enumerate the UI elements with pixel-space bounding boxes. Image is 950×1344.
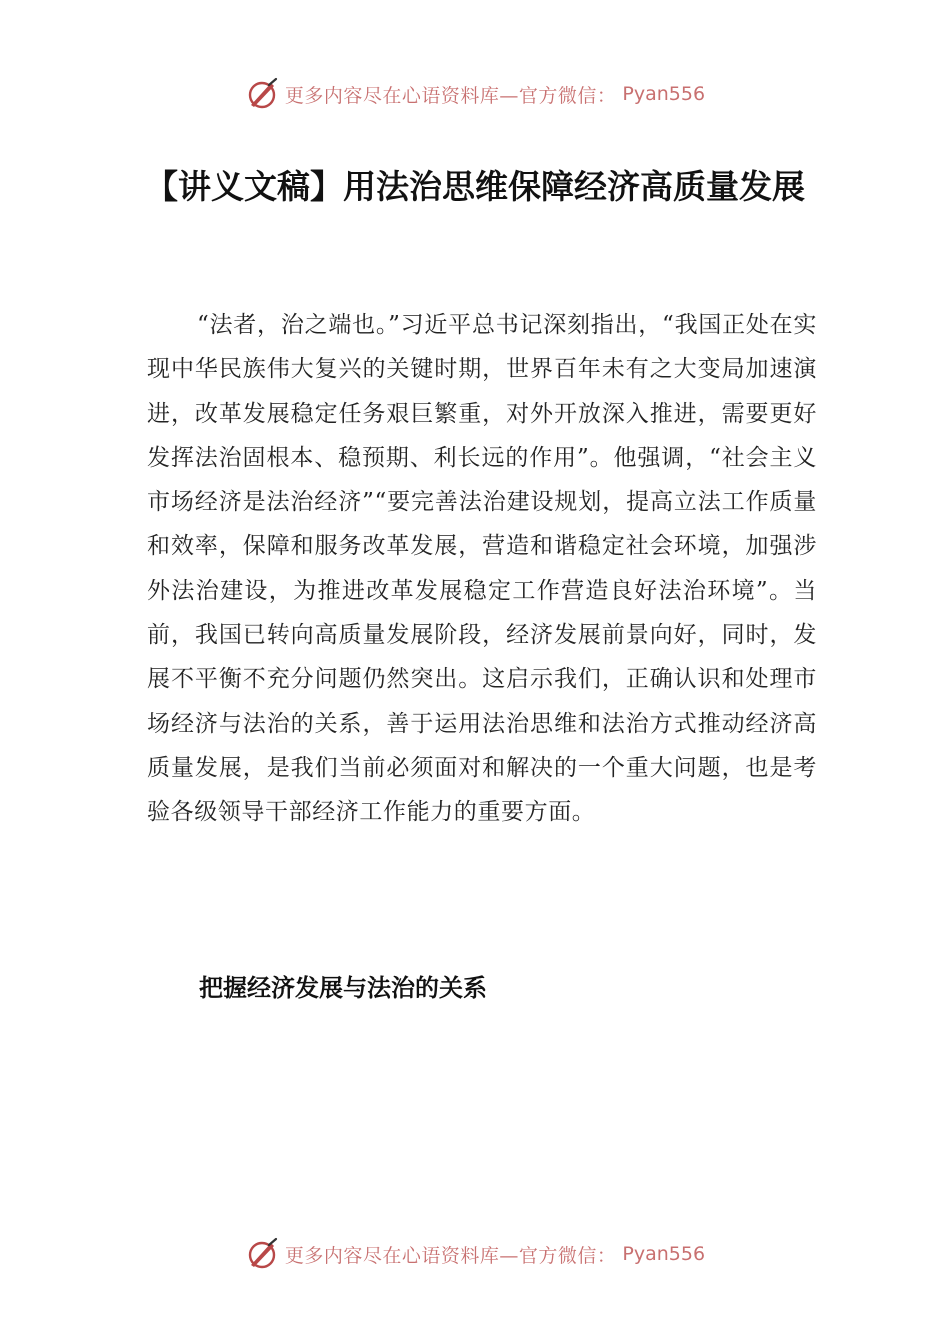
body-paragraph: “法者，治之端也。”习近平总书记深刻指出，“我国正处在实现中华民族伟大复兴的关键时期，世界百年未有之大变局加速演进，改革发展稳定任务艰巨繁重，对外开放深入推进，需要更好发挥法治固根本、稳预期、利长远的作用”。他强调，“社会主义市场经济是法治经济”“要完善法治建设规划，提高立法工作质量和效率，保障和服务改革发展，营造和谐稳定社会环境，加强涉外法治建设，为推进改革发展稳定工作营造良好法治环境”。当前，我国已转向高质量发展阶段，经济发展前景向好，同时，发展不平衡不充分问题仍然突出。这启示我们，正确认识和处理市场经济与法治的关系，善于运用法治思维和法治方式推动经济高质量发展，是我们当前必须面对和解决的一个重大问题，也是考验各级领导干部经济工作能力的重要方面。 — [147, 312, 817, 826]
section-heading: 把握经济发展与法治的关系 — [199, 974, 487, 1002]
watermark-text: 更多内容尽在心语资料库—官方微信： — [284, 1244, 617, 1267]
document-title: 【讲义文稿】用法治思维保障经济高质量发展 — [145, 167, 805, 206]
header-watermark — [0, 74, 950, 114]
watermark-wechat-id: Pyan556 — [622, 83, 706, 105]
pen-circle-logo-icon — [245, 77, 279, 111]
pen-circle-logo-icon — [245, 1237, 279, 1271]
footer-watermark — [0, 1234, 950, 1274]
watermark-wechat-id: Pyan556 — [622, 1243, 706, 1265]
watermark-text: 更多内容尽在心语资料库—官方微信： — [284, 84, 617, 107]
